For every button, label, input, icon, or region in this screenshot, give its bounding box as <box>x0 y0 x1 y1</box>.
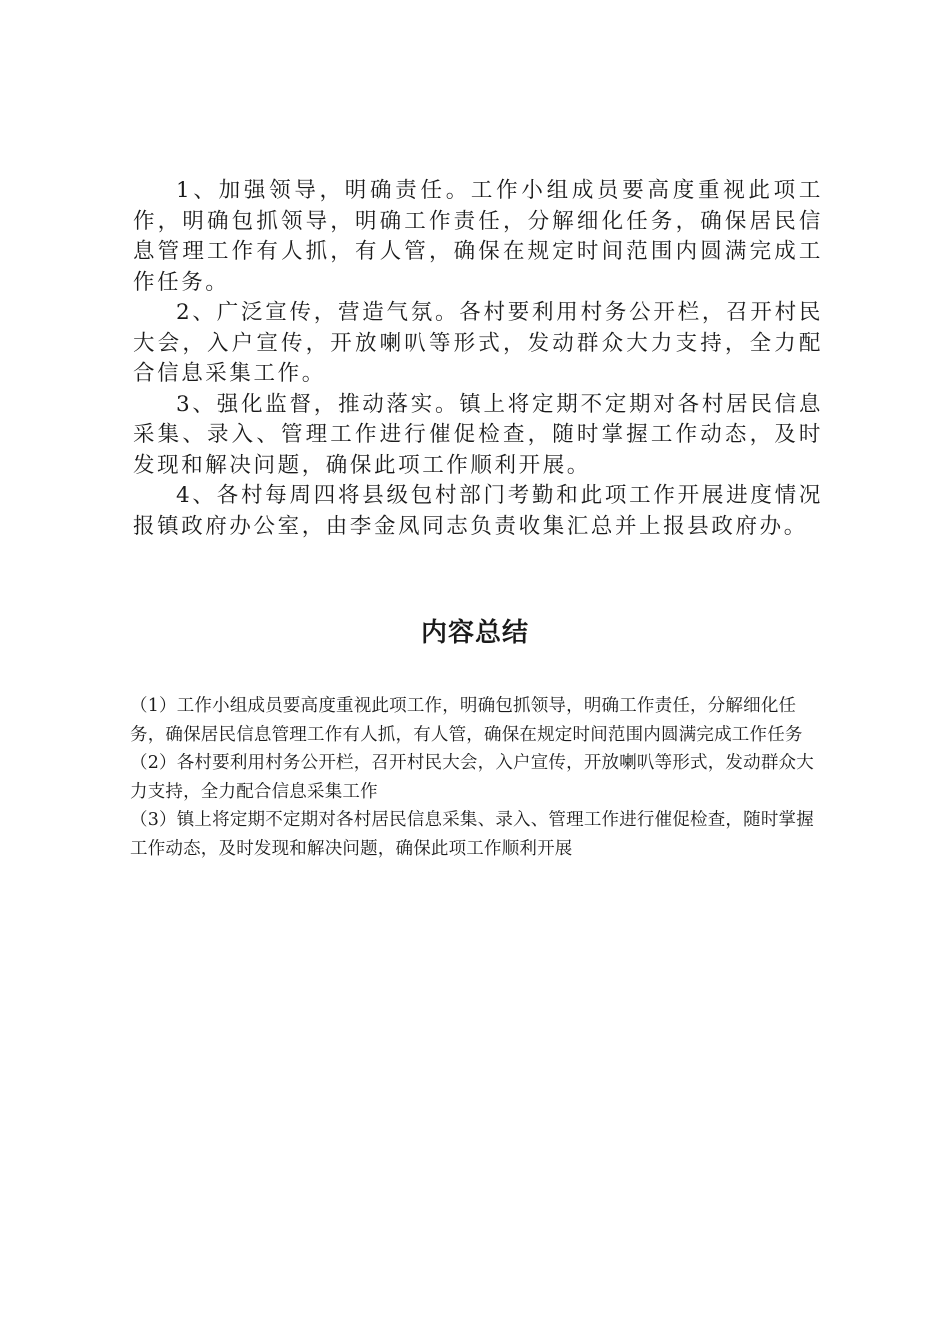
paragraph-reporting: 4、各村每周四将县级包村部门考勤和此项工作开展进度情况报镇政府办公室，由李金凤同志负责收集汇总并上报县政府办。 <box>133 483 823 539</box>
paragraph-publicity: 2、广泛宣传，营造气氛。各村要利用村务公开栏，召开村民大会，入户宣传，开放喇叭等形式，发动群众大力支持，全力配合信息采集工作。 <box>133 300 823 386</box>
summary-section <box>130 692 830 863</box>
summary-item-1: （1）工作小组成员要高度重视此项工作，明确包抓领导，明确工作责任，分解细化任务，确保居民信息管理工作有人抓，有人管，确保在规定时间范围内圆满完成工作任务 <box>130 696 803 745</box>
summary-item-3: （3）镇上将定期不定期对各村居民信息采集、录入、管理工作进行催促检查，随时掌握工作动态，及时发现和解决问题，确保此项工作顺利开展 <box>130 810 814 859</box>
paragraph-leadership: 1、加强领导，明确责任。工作小组成员要高度重视此项工作，明确包抓领导，明确工作责任，分解细化任务，确保居民信息管理工作有人抓，有人管，确保在规定时间范围内圆满完成工作任务。 <box>133 178 823 295</box>
measures-section <box>133 176 823 542</box>
summary-item-2: （2）各村要利用村务公开栏，召开村民大会，入户宣传，开放喇叭等形式，发动群众大力支持，全力配合信息采集工作 <box>130 753 814 802</box>
summary-title: 内容总结 <box>420 618 529 648</box>
paragraph-supervision: 3、强化监督，推动落实。镇上将定期不定期对各村居民信息采集、录入、管理工作进行催促检查，随时掌握工作动态，及时发现和解决问题，确保此项工作顺利开展。 <box>133 391 823 478</box>
